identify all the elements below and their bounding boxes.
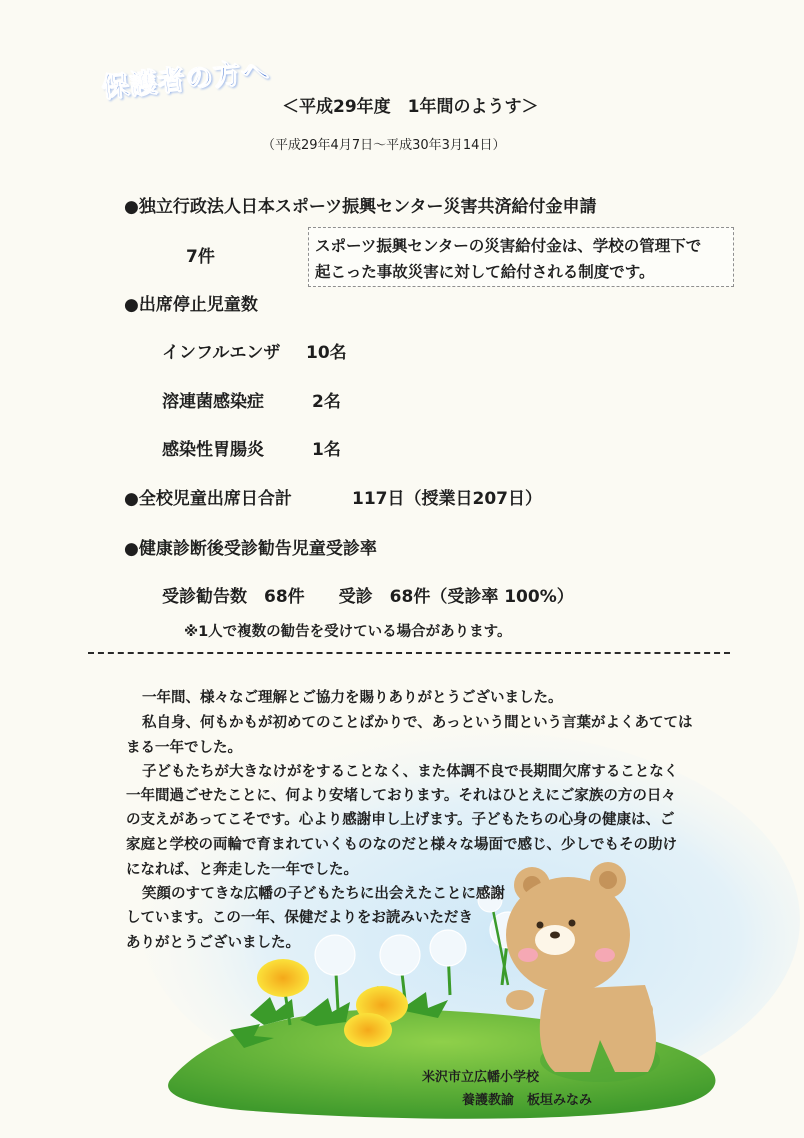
absence-item-value: 2名	[312, 392, 341, 412]
benefit-heading: ●独立行政法人日本スポーツ振興センター災害共済給付金申請	[124, 197, 597, 217]
checkup-note: ※1人で複数の勧告を受けている場合があります。	[184, 624, 512, 640]
absence-item-value: 10名	[306, 343, 347, 363]
absence-heading: ●出席停止児童数	[124, 295, 258, 315]
absence-item-label: 感染性胃腸炎	[162, 440, 264, 460]
school-name: 米沢市立広幡小学校	[422, 1070, 540, 1085]
checkup-line: 受診勧告数 68件 受診 68件（受診率 100%）	[162, 587, 574, 607]
absence-item-value: 1名	[312, 440, 341, 460]
nurse-name: 養護教諭 板垣みなみ	[462, 1093, 593, 1108]
section-divider	[88, 652, 730, 654]
message-line: まる一年でした。	[126, 740, 242, 756]
benefit-note-line: 起こった事故災害に対して給付される制度です。	[315, 263, 655, 281]
page-heading: 保護者の方へ	[100, 55, 271, 105]
message-line: 家庭と学校の両輪で育まれていくものなのだと様々な場面で感じ、少しでもその助け	[126, 837, 677, 853]
message-line: 一年間過ごせたことに、何より安堵しております。それはひとえにご家族の方の日々	[126, 788, 676, 804]
attendance-value: 117日（授業日207日）	[352, 489, 542, 509]
message-line: 笑顔のすてきな広幡の子どもたちに出会えたことに感謝	[142, 886, 505, 902]
message-line: になれば、と奔走した一年でした。	[126, 862, 358, 878]
benefit-note-box	[308, 227, 734, 287]
message-line: 子どもたちが大きなけがをすることなく、また体調不良で長期間欠席することなく	[142, 764, 679, 780]
message-line: の支えがあってこそです。心より感謝申し上げます。子どもたちの心身の健康は、ご	[126, 812, 675, 828]
absence-item-label: インフルエンザ	[162, 343, 281, 363]
report-title: ＜平成29年度 1年間のようす＞	[282, 97, 539, 117]
attendance-heading: ●全校児童出席日合計	[124, 489, 292, 509]
message-line: 私自身、何もかもが初めてのことばかりで、あっという間という言葉がよくあてては	[142, 715, 693, 731]
absence-item-label: 溶連菌感染症	[162, 392, 264, 412]
message-line: しています。この一年、保健だよりをお読みいただき	[126, 910, 473, 926]
benefit-note-line: スポーツ振興センターの災害給付金は、学校の管理下で	[315, 237, 702, 255]
report-period: （平成29年4月7日～平成30年3月14日）	[262, 138, 506, 153]
benefit-count: 7件	[186, 247, 215, 267]
message-line: ありがとうございました。	[126, 935, 300, 951]
checkup-heading: ●健康診断後受診勧告児童受診率	[124, 539, 377, 559]
message-line: 一年間、様々なご理解とご協力を賜りありがとうございました。	[142, 690, 563, 706]
